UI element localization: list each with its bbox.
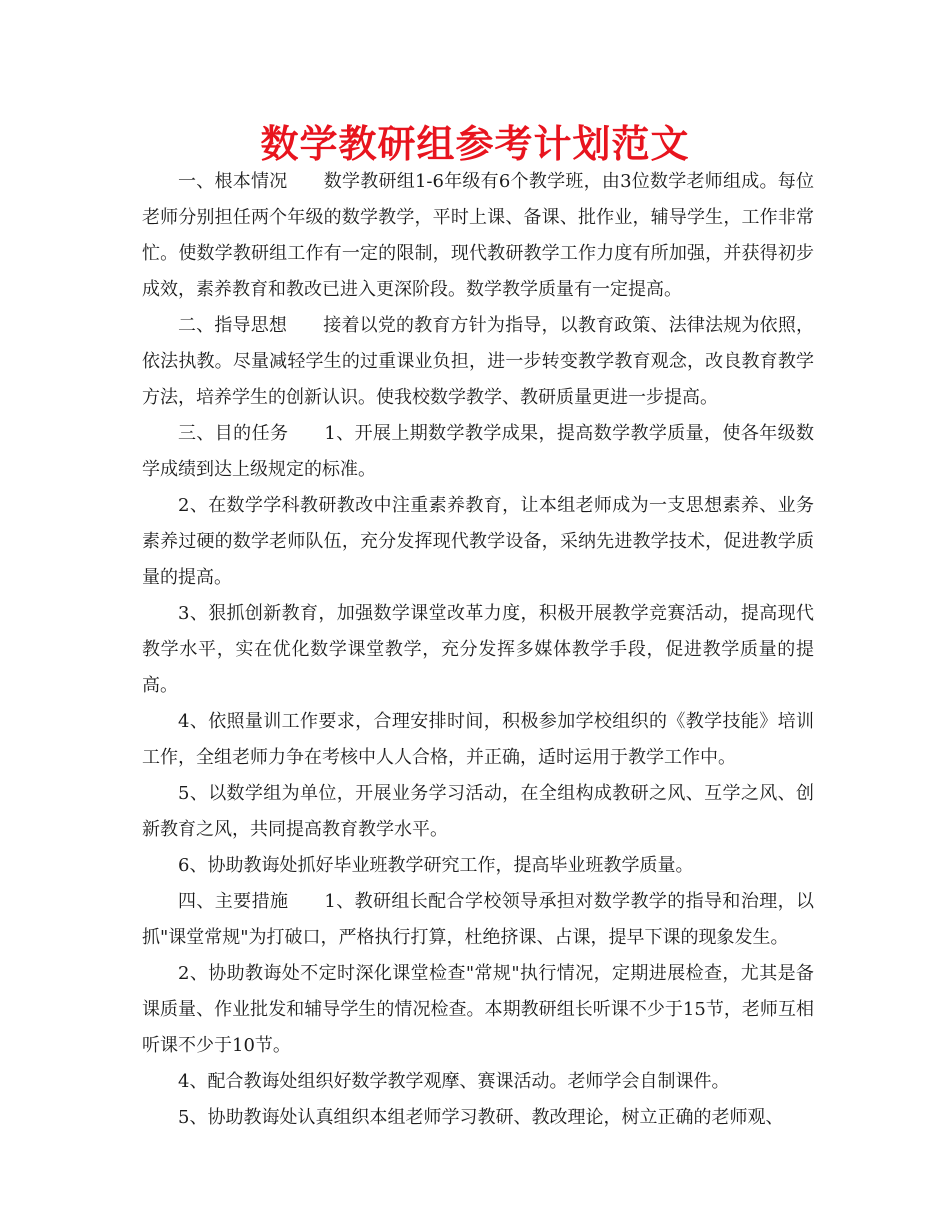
paragraph-measure-2 (142, 956, 814, 1064)
document-title: 数学教研组参考计划范文 (260, 122, 690, 166)
paragraph-main-measures (142, 884, 814, 956)
section-heading: 三、目的任务 (178, 423, 289, 444)
paragraph-task-5 (142, 776, 814, 848)
document-body (142, 164, 814, 1136)
paragraph-text: 2、协助教诲处不定时深化课堂检查"常规"执行情况，定期进展检查，尤其是备课质量、作业批发和辅导学生的情况检查。本期教研组长听课不少于15节，老师互相听课不少于10节。 (142, 963, 814, 1056)
paragraph-text: 数学教研组1-6年级有6个教学班，由3位数学老师组成。每位老师分别担任两个年级的数学教学，平时上课、备课、批作业，辅导学生，工作非常忙。使数学教研组工作有一定的限制，现代教研教学工作力度有所加强，并获得初步成效，素养教育和教改已进入更深阶段。数学教学质量有一定提高。 (142, 171, 815, 300)
section-heading: 二、指导思想 (178, 315, 288, 336)
paragraph-task-6 (142, 848, 814, 884)
paragraph-guiding-thought (142, 308, 814, 416)
paragraph-text: 4、配合教诲处组织好数学教学观摩、赛课活动。老师学会自制课件。 (178, 1071, 730, 1092)
paragraph-text: 接着以党的教育方针为指导，以教育政策、法律法规为依照，依法执教。尽量减轻学生的过重课业负担，进一步转变教学教育观念，改良教育教学方法，培养学生的创新认识。使我校数学教学、教研质量更进一步提高。 (142, 315, 814, 408)
paragraph-text: 1、教研组长配合学校领导承担对数学教学的指导和治理，以抓"课堂常规"为打破口，严格执行打算，杜绝挤课、占课，提早下课的现象发生。 (142, 891, 815, 948)
paragraph-text: 1、开展上期数学教学成果，提高数学教学质量，使各年级数学成绩到达上级规定的标准。 (142, 423, 815, 480)
paragraph-text: 5、协助教诲处认真组织本组老师学习教研、教改理论，树立正确的老师观、 (178, 1107, 784, 1128)
section-heading: 四、主要措施 (178, 891, 289, 912)
paragraph-text: 5、以数学组为单位，开展业务学习活动，在全组构成教研之风、互学之风、创新教育之风，共同提高教育教学水平。 (142, 783, 814, 840)
paragraph-measure-5 (142, 1100, 814, 1136)
paragraph-task-2 (142, 488, 814, 596)
paragraph-text: 4、依照量训工作要求，合理安排时间，积极参加学校组织的《教学技能》培训工作，全组老师力争在考核中人人合格，并正确，适时运用于教学工作中。 (142, 711, 814, 768)
section-heading: 一、根本情况 (178, 171, 288, 192)
paragraph-measure-4 (142, 1064, 814, 1100)
paragraph-basic-situation (142, 164, 814, 308)
paragraph-text: 2、在数学学科教研教改中注重素养教育，让本组老师成为一支思想素养、业务素养过硬的数学老师队伍，充分发挥现代教学设备，采纳先进教学技术，促进教学质量的提高。 (142, 495, 814, 588)
paragraph-text: 3、狠抓创新教育，加强数学课堂改革力度，积极开展教学竞赛活动，提高现代教学水平，实在优化数学课堂教学，充分发挥多媒体教学手段，促进教学质量的提高。 (142, 603, 814, 696)
paragraph-task-4 (142, 704, 814, 776)
paragraph-text: 6、协助教诲处抓好毕业班教学研究工作，提高毕业班教学质量。 (178, 855, 694, 876)
paragraph-goal-tasks (142, 416, 814, 488)
paragraph-task-3 (142, 596, 814, 704)
